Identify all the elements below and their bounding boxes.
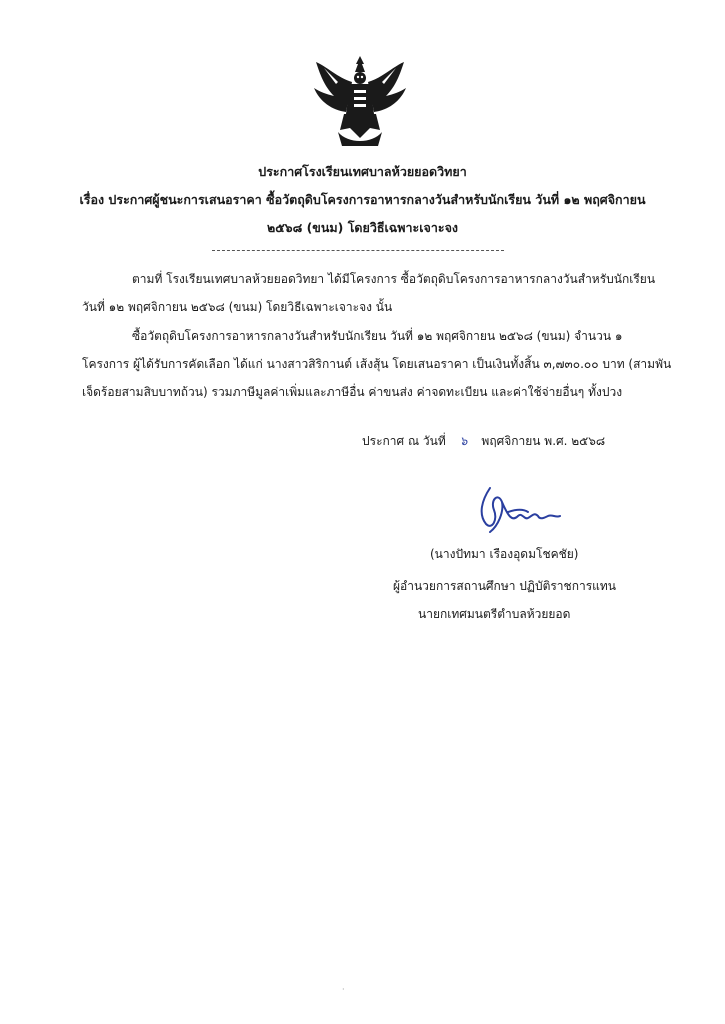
handwritten-signature bbox=[468, 482, 572, 542]
garuda-emblem-icon bbox=[308, 52, 412, 152]
announcement-subject: เรื่อง ประกาศผู้ชนะการเสนอราคา ซื้อวัตถุดิบโครงการอาหารกลางวันสำหรับนักเรียน วันที่ ๑๒ พฤศจิกายน bbox=[79, 192, 646, 207]
signatory-position: ผู้อำนวยการสถานศึกษา ปฏิบัติราชการแทน bbox=[393, 579, 616, 593]
date-prefix: ประกาศ ณ วันที่ bbox=[362, 434, 446, 448]
paragraph-1-line-1: ตามที่ โรงเรียนเทศบาลห้วยยอดวิทยา ได้มีโครงการ ซื้อวัตถุดิบโครงการอาหารกลางวันสำหรับนักเรียน bbox=[132, 272, 656, 286]
announcement-title: ประกาศโรงเรียนเทศบาลห้วยยอดวิทยา bbox=[258, 164, 467, 179]
paragraph-1-line-2: วันที่ ๑๒ พฤศจิกายน ๒๕๖๘ (ขนม) โดยวิธีเฉพาะเจาะจง นั้น bbox=[82, 300, 393, 314]
paragraph-2-line-1: ซื้อวัตถุดิบโครงการอาหารกลางวันสำหรับนักเรียน วันที่ ๑๒ พฤศจิกายน ๒๕๖๘ (ขนม) จำนวน ๑ bbox=[132, 329, 623, 343]
announcement-date bbox=[362, 432, 605, 450]
paragraph-2-line-3: เจ็ดร้อยสามสิบบาทถ้วน) รวมภาษีมูลค่าเพิ่มและภาษีอื่น ค่าขนส่ง ค่าจดทะเบียน และค่าใช้จ่ายอื่นๆ ทั้งปวง bbox=[82, 385, 623, 399]
date-day: ๖ bbox=[459, 434, 468, 448]
paragraph-2-line-2: โครงการ ผู้ได้รับการคัดเลือก ได้แก่ นางสาวสิริกานต์ เส้งสุ้น โดยเสนอราคา เป็นเงินทั้งสิ้น ๓,๗๓๐.๐๐ บาท (สามพัน bbox=[82, 357, 672, 371]
divider bbox=[212, 250, 504, 251]
signatory-name: (นางปัทมา เรืองอุดมโชคชัย) bbox=[430, 547, 579, 561]
scan-mark: · bbox=[342, 985, 345, 994]
date-suffix: พฤศจิกายน พ.ศ. ๒๕๖๘ bbox=[481, 434, 606, 448]
announcement-subject-continued: ๒๕๖๘ (ขนม) โดยวิธีเฉพาะเจาะจง bbox=[266, 220, 459, 235]
signatory-on-behalf: นายกเทศมนตรีตำบลห้วยยอด bbox=[418, 607, 571, 621]
